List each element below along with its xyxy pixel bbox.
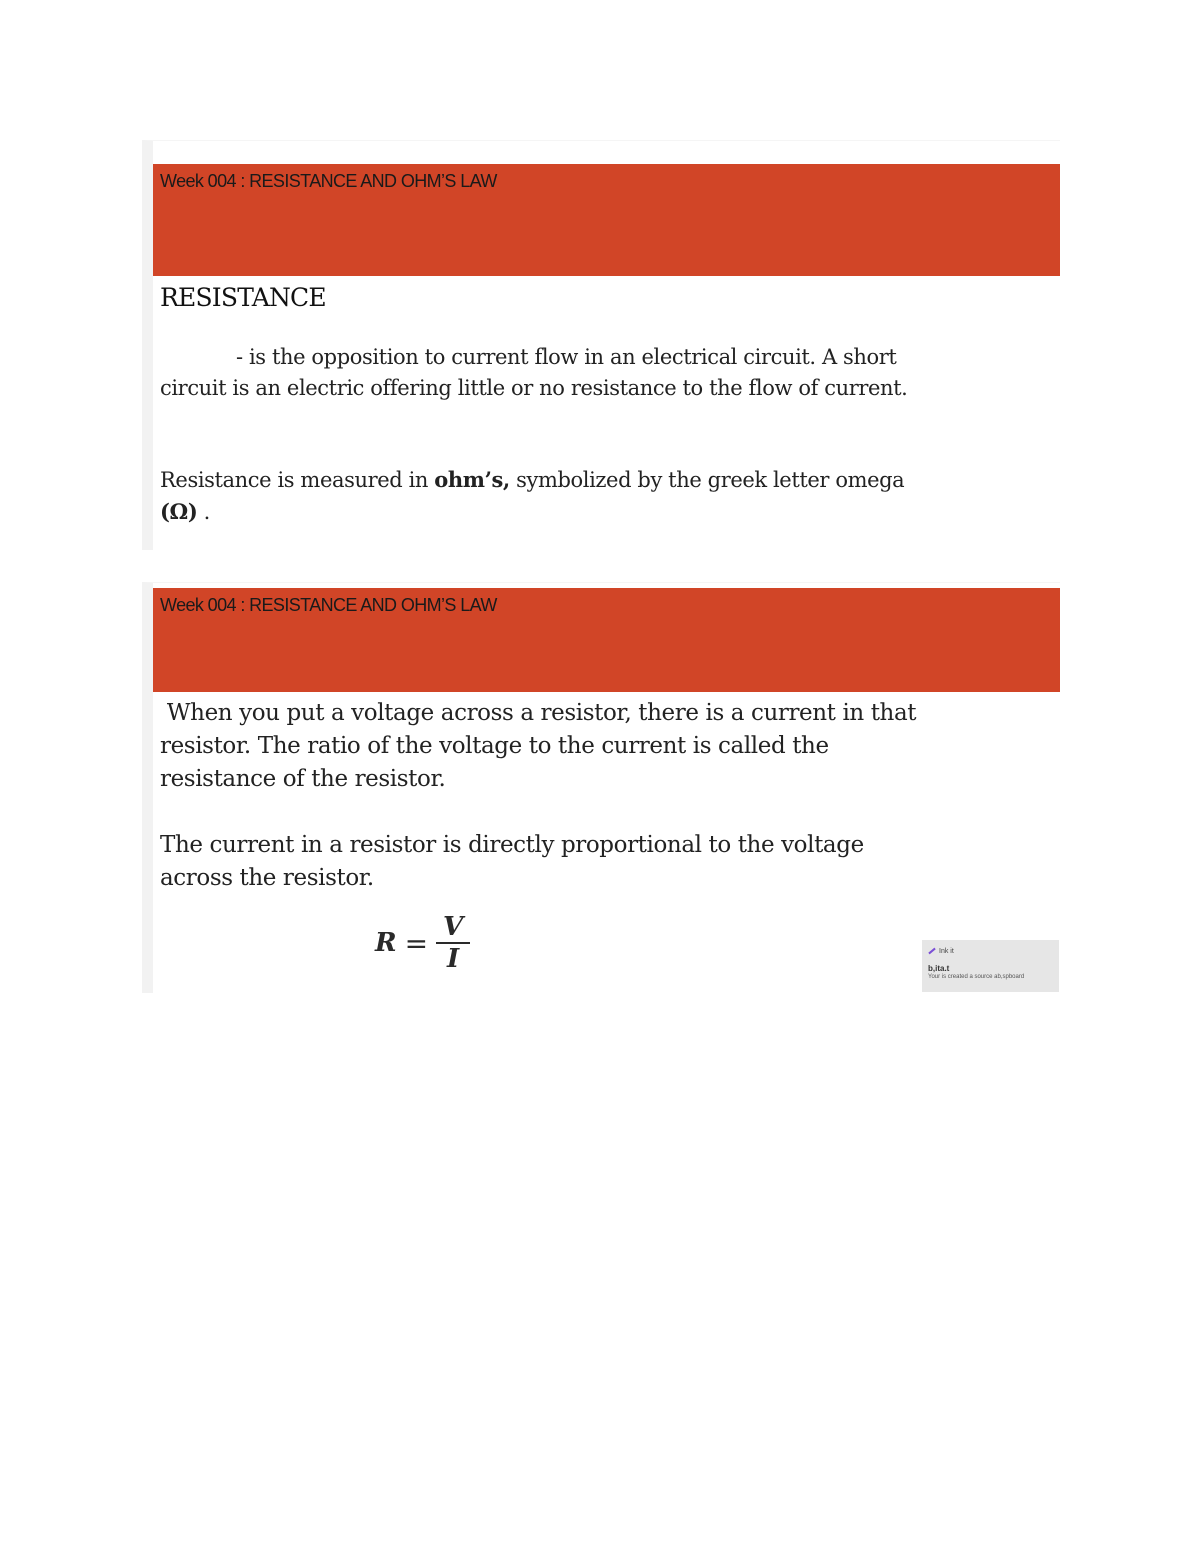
thumbnail-row-1: Ink it (939, 947, 954, 955)
measured-end: . (197, 500, 210, 524)
formula-denominator: I (446, 944, 460, 974)
banner-title: Week 004 : RESISTANCE AND OHM’S LAW (160, 171, 497, 191)
omega-symbol: (Ω) (160, 499, 198, 524)
voltage-line-1: When you put a voltage across a resistor, there is a current in that (160, 700, 917, 726)
slide-banner (153, 164, 1060, 276)
formula-numerator: V (442, 912, 464, 942)
formula-lhs: R (375, 928, 397, 958)
definition-line-1: - is the opposition to current flow in an electrical circuit. A short (236, 345, 897, 369)
thumbnail-row-2: b,ita.t (928, 964, 950, 973)
measured-unit: ohm’s, (434, 467, 510, 492)
proportional-paragraph (160, 829, 864, 895)
thumbnail-header (928, 946, 1053, 956)
section-heading: RESISTANCE (160, 283, 326, 312)
embedded-thumbnail (922, 940, 1059, 992)
formula-fraction (436, 913, 470, 973)
formula-equals: = (404, 926, 429, 960)
slide-banner (153, 588, 1060, 692)
banner-title: Week 004 : RESISTANCE AND OHM’S LAW (160, 595, 497, 615)
slide-resistance (142, 140, 1060, 550)
voltage-line-2: resistor. The ratio of the voltage to the current is called the (160, 733, 829, 759)
measured-prefix: Resistance is measured in (160, 468, 435, 492)
slide-ohms-law (142, 582, 1060, 993)
definition-paragraph (160, 342, 907, 404)
voltage-line-3: resistance of the resistor. (160, 766, 446, 792)
definition-line-2: circuit is an electric offering little or no resistance to the flow of current. (160, 376, 908, 400)
proportional-line-2: across the resistor. (160, 865, 374, 891)
ohms-law-formula (375, 913, 470, 973)
proportional-line-1: The current in a resistor is directly proportional to the voltage (160, 832, 864, 858)
voltage-paragraph (160, 697, 916, 796)
pencil-icon (928, 948, 935, 955)
measured-suffix: symbolized by the greek letter omega (509, 468, 905, 492)
measurement-paragraph (160, 464, 904, 528)
thumbnail-row-3: Your is created a source ab,spboard (928, 974, 1025, 980)
